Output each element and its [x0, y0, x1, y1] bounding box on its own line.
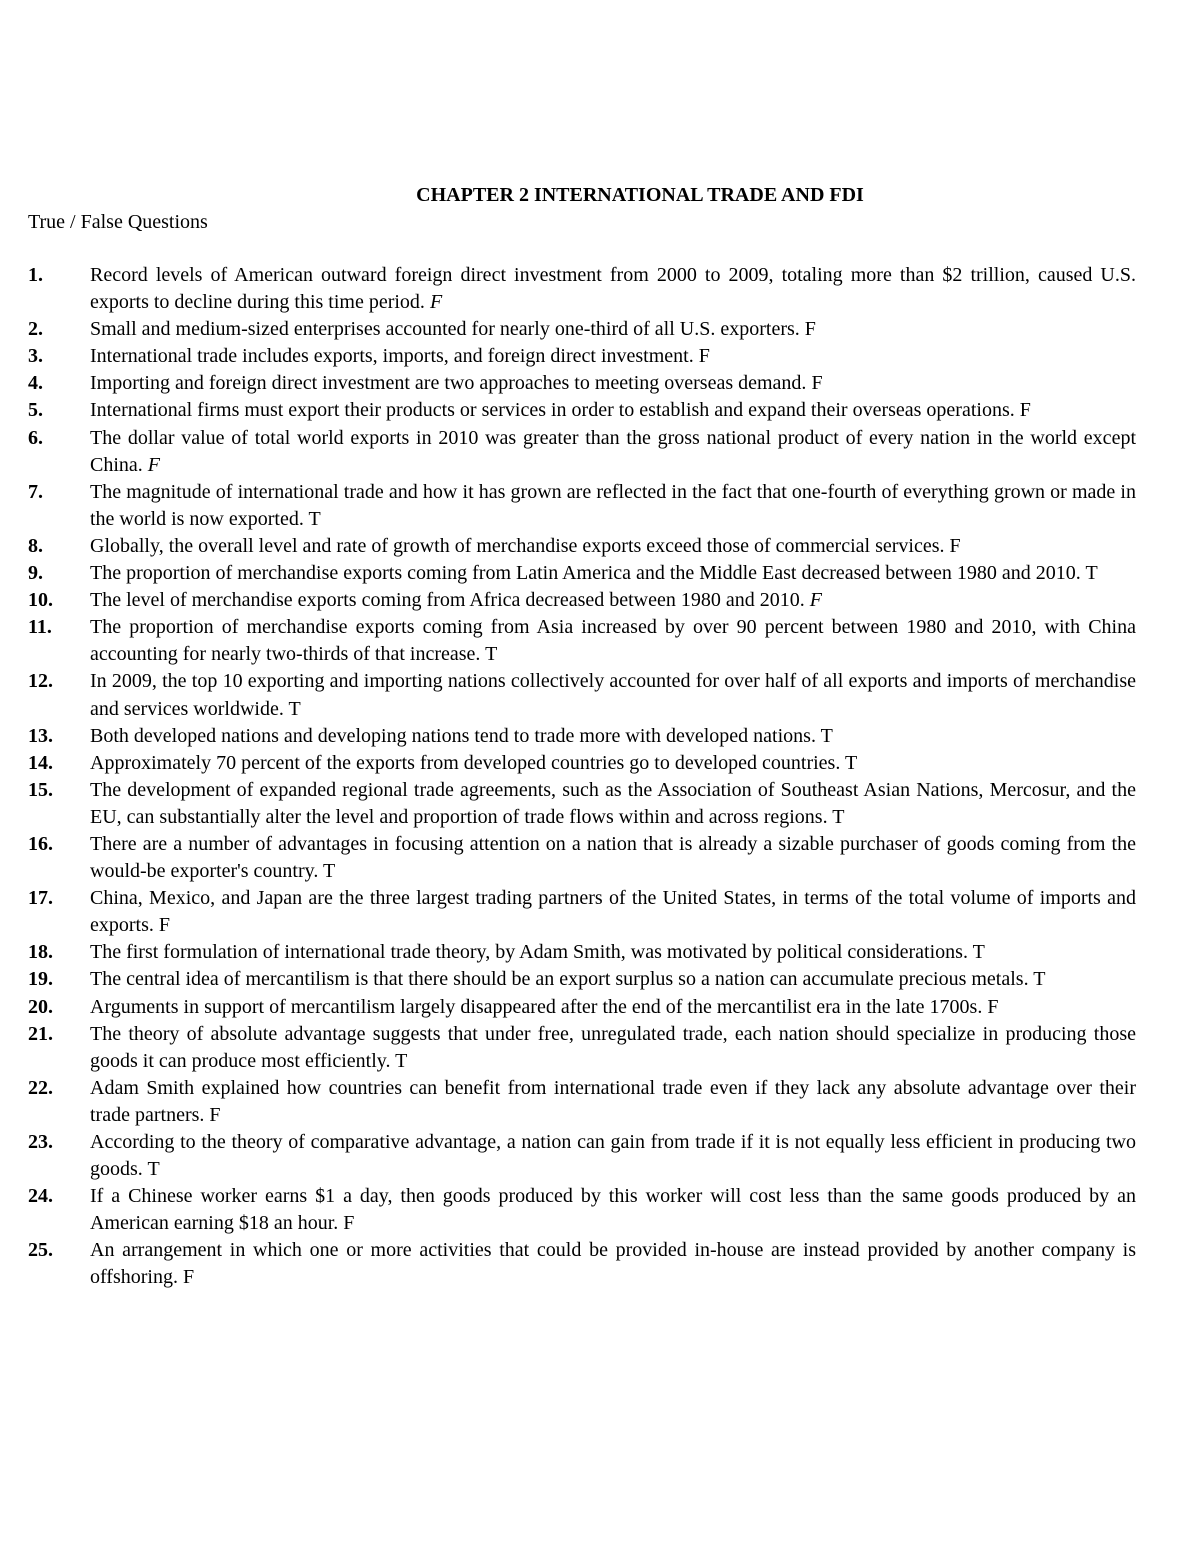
question-item: [28, 479, 1136, 533]
question-item: [28, 1075, 1136, 1129]
question-text: Both developed nations and developing nations tend to trade more with developed nations.: [90, 724, 816, 747]
question-number: 10.: [28, 589, 53, 612]
question-item: [28, 831, 1136, 885]
question-list: [28, 262, 1136, 1292]
answer-key: T: [832, 805, 845, 828]
question-number: 19.: [28, 968, 53, 991]
answer-key: F: [343, 1212, 355, 1235]
answer-key: F: [1019, 399, 1031, 422]
question-number: 6.: [28, 426, 43, 449]
answer-key: T: [288, 697, 301, 720]
question-number: 25.: [28, 1239, 53, 1262]
question-text: Approximately 70 percent of the exports from developed countries go to developed countries.: [90, 751, 841, 774]
question-item: [28, 262, 1136, 316]
question-item: [28, 777, 1136, 831]
answer-key: F: [209, 1103, 221, 1126]
question-item: [28, 533, 1136, 560]
question-item: [28, 668, 1136, 722]
question-text: If a Chinese worker earns $1 a day, then goods produced by this worker will cost less than the same goods produced by an American earning $18 an hour.: [90, 1185, 1136, 1235]
question-text: The dollar value of total world exports in 2010 was greater than the gross national product of every nation in the world except China.: [90, 426, 1136, 476]
question-item: [28, 425, 1136, 479]
answer-key: T: [323, 860, 336, 883]
answer-key: F: [182, 1266, 195, 1289]
question-item: [28, 1237, 1136, 1291]
answer-key: T: [485, 643, 498, 666]
question-number: 7.: [28, 480, 43, 503]
answer-key: T: [844, 751, 858, 774]
question-text: Adam Smith explained how countries can benefit from international trade even if they lack any absolute advantage over their trade partners.: [90, 1076, 1136, 1126]
answer-key: T: [308, 507, 321, 530]
answer-key: T: [972, 941, 985, 964]
question-number: 2.: [28, 318, 43, 341]
question-text: Small and medium-sized enterprises accounted for nearly one-third of all U.S. exporters.: [90, 318, 800, 341]
question-text: International trade includes exports, imports, and foreign direct investment.: [90, 345, 694, 368]
question-text: The proportion of merchandise exports coming from Latin America and the Middle East decreased between 1980 and 2010.: [90, 562, 1081, 585]
question-item: [28, 614, 1136, 668]
question-number: 9.: [28, 562, 43, 585]
answer-key: T: [1033, 968, 1046, 991]
question-text: China, Mexico, and Japan are the three largest trading partners of the United States, in terms of the total volume of imports and exports.: [90, 887, 1136, 937]
question-item: [28, 994, 1136, 1021]
question-text: The central idea of mercantilism is that there should be an export surplus so a nation can accumulate precious metals.: [90, 968, 1029, 991]
answer-key: F: [949, 534, 961, 557]
answer-key: F: [698, 345, 710, 368]
question-number: 21.: [28, 1022, 53, 1045]
question-text: Globally, the overall level and rate of growth of merchandise exports exceed those of commercial services.: [90, 534, 945, 557]
question-number: 18.: [28, 941, 53, 964]
question-number: 5.: [28, 399, 43, 422]
question-number: 20.: [28, 995, 53, 1018]
question-item: [28, 397, 1136, 424]
question-text: Importing and foreign direct investment are two approaches to meeting overseas demand.: [90, 372, 807, 395]
question-number: 22.: [28, 1076, 53, 1099]
answer-key: F: [811, 372, 823, 395]
question-number: 4.: [28, 372, 43, 395]
question-item: [28, 966, 1136, 993]
question-item: [28, 1183, 1136, 1237]
question-number: 8.: [28, 534, 43, 557]
question-text: The proportion of merchandise exports coming from Asia increased by over 90 percent between 1980 and 2010, with China accounting for nearly two-thirds of that increase.: [90, 616, 1136, 666]
question-number: 3.: [28, 345, 43, 368]
question-item: [28, 587, 1136, 614]
answer-key: T: [1085, 562, 1098, 585]
question-number: 24.: [28, 1185, 53, 1208]
question-text: The level of merchandise exports coming from Africa decreased between 1980 and 2010.: [90, 589, 805, 612]
question-item: [28, 750, 1136, 777]
question-text: Arguments in support of mercantilism largely disappeared after the end of the mercantilist era in the late 1700s.: [90, 995, 983, 1018]
question-item: [28, 370, 1136, 397]
question-number: 17.: [28, 887, 53, 910]
question-number: 13.: [28, 724, 53, 747]
chapter-title: CHAPTER 2 INTERNATIONAL TRADE AND FDI: [416, 184, 864, 206]
answer-key: F: [804, 318, 816, 341]
question-number: 11.: [28, 616, 52, 639]
question-text: In 2009, the top 10 exporting and importing nations collectively accounted for over half of all exports and imports of merchandise and services worldwide.: [90, 670, 1136, 720]
question-item: [28, 939, 1136, 966]
question-text: The theory of absolute advantage suggests that under free, unregulated trade, each nation should specialize in producing those goods it can produce most efficiently.: [90, 1022, 1136, 1072]
question-text: An arrangement in which one or more activities that could be provided in-house are instead provided by another company is offshoring.: [90, 1239, 1136, 1289]
answer-key: F: [987, 995, 999, 1018]
question-number: 16.: [28, 832, 53, 855]
answer-key: T: [147, 1158, 160, 1181]
question-number: 23.: [28, 1131, 53, 1153]
question-text: Record levels of American outward foreign direct investment from 2000 to 2009, totaling more than $2 trillion, caused U.S. exports to decline during this time period.: [90, 264, 1136, 314]
answer-key: F: [809, 589, 822, 612]
question-text: International firms must export their products or services in order to establish and expand their overseas operations.: [90, 399, 1015, 422]
answer-key: F: [147, 453, 160, 476]
question-item: [28, 885, 1136, 939]
question-item: [28, 1129, 1136, 1183]
answer-key: F: [429, 291, 443, 314]
question-text: The first formulation of international trade theory, by Adam Smith, was motivated by political considerations.: [90, 941, 968, 964]
question-number: 15.: [28, 778, 53, 801]
question-item: [28, 343, 1136, 370]
answer-key: T: [395, 1049, 408, 1072]
question-text: The magnitude of international trade and how it has grown are reflected in the fact that one-fourth of everything grown or made in the world is now exported.: [90, 480, 1136, 530]
question-number: 12.: [28, 670, 53, 693]
question-item: [28, 560, 1136, 587]
question-text: According to the theory of comparative advantage, a nation can gain from trade if it is not equally less efficient in producing two goods.: [90, 1131, 1136, 1181]
question-item: [28, 316, 1136, 343]
question-text: The development of expanded regional trade agreements, such as the Association of Southeast Asian Nations, Mercosur, and the EU, can substantially alter the level and proportion of trade flows within and across regions.: [90, 778, 1136, 828]
answer-key: T: [820, 724, 833, 747]
question-text: There are a number of advantages in focusing attention on a nation that is already a sizable purchaser of goods coming from the would-be exporter's country.: [90, 832, 1136, 883]
question-number: 14.: [28, 751, 53, 774]
question-item: [28, 1021, 1136, 1075]
question-number: 1.: [28, 264, 43, 286]
answer-key: F: [158, 914, 171, 937]
question-item: [28, 723, 1136, 750]
section-subtitle: True / False Questions: [28, 211, 208, 233]
